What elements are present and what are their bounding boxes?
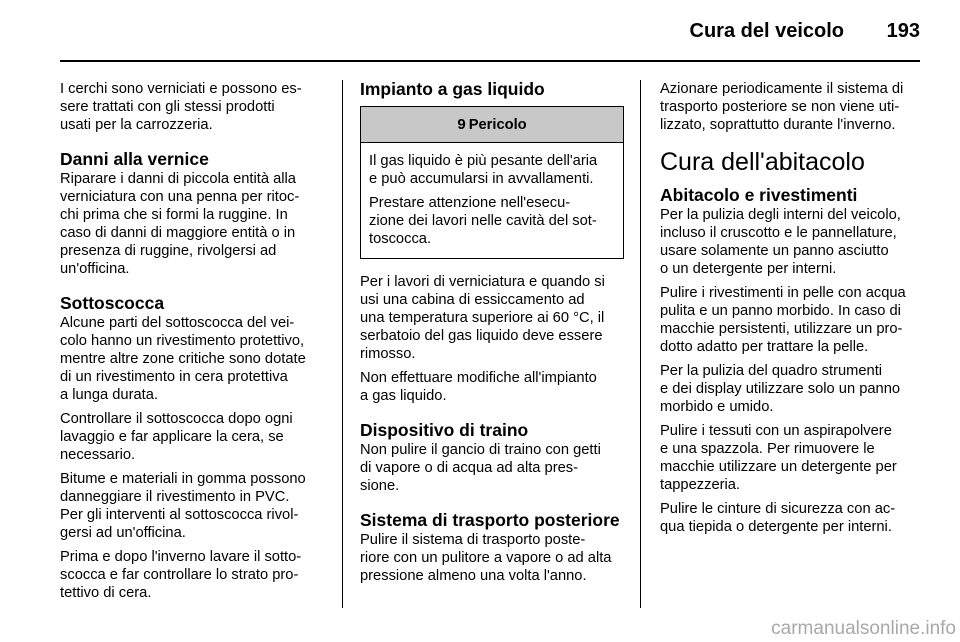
tow-paragraph: Non pulire il gancio di traino con getti di vapore o di acqua ad alta pres- sione.: [360, 442, 601, 494]
cabin-paragraph-5: Pulire le cinture di sicurezza con ac- qua tiepida o detergente per interni.: [660, 501, 896, 535]
warning-label: Pericolo: [468, 116, 527, 133]
cabin-paragraph-2: Pulire i rivestimenti in pelle con acqua pulita e un panno morbido. In caso di macchie persistenti, utilizzare un pro- dotto adatto per trattare la pelle.: [660, 285, 906, 355]
danger-warning-box: [360, 106, 624, 259]
paint-damage-paragraph: Riparare i danni di piccola entità alla verniciatura con una penna per ritoc- chi prima che si formi la ruggine. In caso di danni di maggiore entità o in presenza di ruggine, rivolgersi ad un'officina.: [60, 171, 300, 277]
tow-heading: Dispositivo di traino: [360, 420, 529, 440]
cabin-heading: Abitacolo e rivestimenti: [660, 185, 858, 205]
warning-header: [361, 107, 623, 143]
warning-triangle-icon: 9: [457, 115, 466, 133]
watermark-text: carmanualsonline.info: [771, 618, 956, 639]
column-right: [660, 80, 922, 542]
rear-carrier-paragraph: Pulire il sistema di trasporto poste- riore con un pulitore a vapore o ad alta pressione almeno una volta l'anno.: [360, 532, 612, 584]
underbody-paragraph-4: Prima e dopo l'inverno lavare il sotto- scocca e far controllare lo strato pro- tettivo di cera.: [60, 549, 302, 601]
warning-paragraph-1: Il gas liquido è più pesante dell'aria e può accumularsi in avvallamenti.: [369, 153, 598, 187]
paint-damage-heading: Danni alla vernice: [60, 149, 209, 169]
rear-carrier-continued: Azionare periodicamente il sistema di trasporto posteriore se non viene uti- lizzato, soprattutto durante l'inverno.: [660, 81, 904, 133]
wheels-paragraph: I cerchi sono verniciati e possono es- sere trattati con gli stessi prodotti usati per la carrozzeria.: [60, 81, 302, 133]
page-number: 193: [886, 20, 920, 42]
cabin-paragraph-4: Pulire i tessuti con un aspirapolvere e una spazzola. Per rimuovere le macchie utilizzare un detergente per tappezzeria.: [660, 423, 897, 493]
column-divider-2: [640, 80, 641, 608]
column-middle: [360, 80, 624, 591]
lpg-heading: Impianto a gas liquido: [360, 79, 545, 99]
underbody-paragraph-1: Alcune parti del sottoscocca del vei- colo hanno un rivestimento protettivo, mentre altre zone critiche sono dotate di un rivestimento in cera protettiva a lunga durata.: [60, 315, 306, 403]
interior-care-title: Cura dell'abitacolo: [660, 148, 865, 176]
cabin-paragraph-3: Per la pulizia del quadro strumenti e dei display utilizzare solo un panno morbido e umido.: [660, 363, 901, 415]
warning-body: [361, 143, 623, 258]
column-left: [60, 80, 328, 608]
page-title: Cura del veicolo: [689, 20, 844, 42]
lpg-paragraph-2: Non effettuare modifiche all'impianto a gas liquido.: [360, 370, 597, 404]
page-header: [60, 0, 920, 62]
header-divider: [60, 60, 920, 62]
lpg-paragraph-1: Per i lavori di verniciatura e quando si usi una cabina di essiccamento ad una temperatura superiore ai 60 °C, il serbatoio del gas liquido deve essere rimosso.: [360, 274, 605, 362]
underbody-paragraph-2: Controllare il sottoscocca dopo ogni lavaggio e far applicare la cera, se necessario.: [60, 411, 293, 463]
underbody-paragraph-3: Bitume e materiali in gomma possono danneggiare il rivestimento in PVC. Per gli interventi al sottoscocca rivol- gersi ad un'officina.: [60, 471, 306, 541]
rear-carrier-heading: Sistema di trasporto posteriore: [360, 510, 620, 530]
underbody-heading: Sottoscocca: [60, 293, 165, 313]
warning-paragraph-2: Prestare attenzione nell'esecu- zione dei lavori nelle cavità del sot- toscocca.: [369, 195, 597, 247]
column-divider-1: [342, 80, 343, 608]
cabin-paragraph-1: Per la pulizia degli interni del veicolo, incluso il cruscotto e le pannellature, usare solamente un panno asciutto o un detergente per interni.: [660, 207, 901, 277]
